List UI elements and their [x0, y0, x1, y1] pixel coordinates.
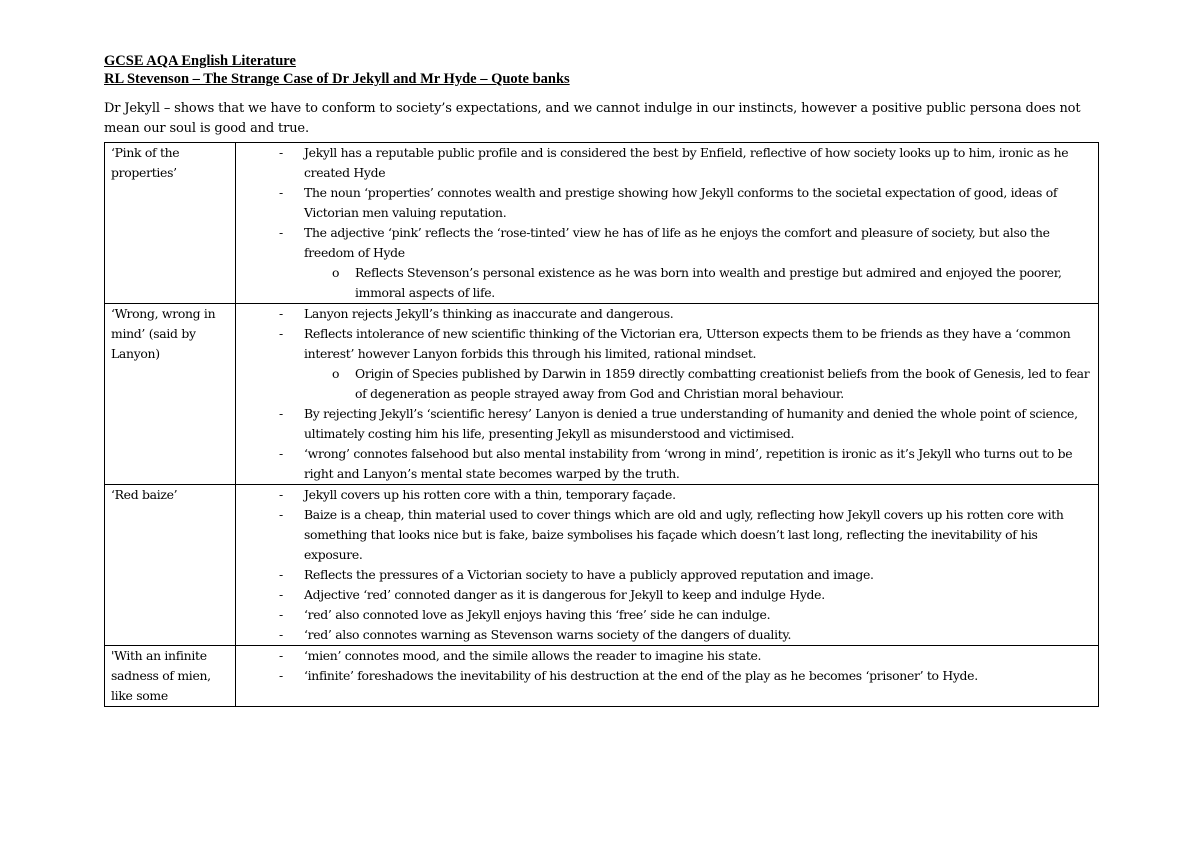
- sub-bullet-point: o Reflects Stevenson’s personal existence as he was born into wealth and prestige but admired and enjoyed the poorer, immoral aspects of life.: [116, 263, 1093, 303]
- document-title-line-1: GCSE AQA English Literature: [104, 53, 296, 69]
- analysis-cell: [236, 143, 1099, 304]
- quote-bank-table: [104, 142, 1099, 707]
- bullet-point: - ‘infinite’ foreshadows the inevitability of his destruction at the end of the play as he becomes ‘prisoner’ to Hyde.: [116, 666, 1093, 686]
- analysis-cell: [236, 485, 1099, 646]
- bullet-point: - Jekyll covers up his rotten core with a thin, temporary façade.: [116, 485, 1093, 505]
- bullet-point: - ‘mien’ connotes mood, and the simile allows the reader to imagine his state.: [116, 646, 1093, 666]
- analysis-cell: [236, 646, 1099, 707]
- bullet-point: - Baize is a cheap, thin material used to cover things which are old and ugly, reflecting how Jekyll covers up his rotten core with something that looks nice but is fake, baize symbolises his façade which doesn’t last long, reflecting the inevitability of his exposure.: [116, 505, 1093, 565]
- bullet-point: - Reflects the pressures of a Victorian society to have a publicly approved reputation and image.: [116, 565, 1093, 585]
- quote-cell: ‘Wrong, wrong in mind’ (said by Lanyon): [105, 304, 236, 485]
- bullet-point: - ‘red’ also connoted love as Jekyll enjoys having this ‘free’ side he can indulge.: [116, 605, 1093, 625]
- bullet-point: - The noun ‘properties’ connotes wealth and prestige showing how Jekyll conforms to the societal expectation of good, ideas of Victorian men valuing reputation.: [116, 183, 1093, 223]
- document-title-line-2: RL Stevenson – The Strange Case of Dr Jekyll and Mr Hyde – Quote banks: [104, 71, 570, 87]
- table-row: [105, 304, 1099, 485]
- bullet-point: - By rejecting Jekyll’s ‘scientific heresy’ Lanyon is denied a true understanding of humanity and denied the whole point of science, ultimately costing him his life, presenting Jekyll as misunderstood and victimised.: [116, 404, 1093, 444]
- bullet-point: - The adjective ‘pink’ reflects the ‘rose-tinted’ view he has of life as he enjoys the comfort and pleasure of society, but also the freedom of Hyde: [116, 223, 1093, 263]
- bullet-point: - ‘red’ also connotes warning as Stevenson warns society of the dangers of duality.: [116, 625, 1093, 645]
- bullet-point: - Jekyll has a reputable public profile and is considered the best by Enfield, reflective of how society looks up to him, ironic as he created Hyde: [116, 143, 1093, 183]
- bullet-point: - ‘wrong’ connotes falsehood but also mental instability from ‘wrong in mind’, repetition is ironic as it’s Jekyll who turns out to be right and Lanyon’s mental state becomes warped by the truth.: [116, 444, 1093, 484]
- quote-cell: 'With an infinite sadness of mien, like some: [105, 646, 236, 707]
- table-row: [105, 143, 1099, 304]
- quote-cell: ‘Red baize’: [105, 485, 236, 646]
- table-row: [105, 646, 1099, 707]
- bullet-point: - Adjective ‘red’ connoted danger as it is dangerous for Jekyll to keep and indulge Hyde.: [116, 585, 1093, 605]
- quote-cell: ‘Pink of the properties’: [105, 143, 236, 304]
- analysis-cell: [236, 304, 1099, 485]
- document-page: [104, 52, 1099, 707]
- sub-bullet-point: o Origin of Species published by Darwin in 1859 directly combatting creationist beliefs from the book of Genesis, led to fear of degeneration as people strayed away from God and Christian moral behaviour.: [116, 364, 1093, 404]
- bullet-point: - Reflects intolerance of new scientific thinking of the Victorian era, Utterson expects them to be friends as they have a ‘common interest’ however Lanyon forbids this through his limited, rational mindset.: [116, 324, 1093, 364]
- bullet-point: - Lanyon rejects Jekyll’s thinking as inaccurate and dangerous.: [116, 304, 1093, 324]
- intro-paragraph: Dr Jekyll – shows that we have to conform to society’s expectations, and we cannot indulge in our instincts, however a positive public persona does not mean our soul is good and true.: [104, 101, 1081, 136]
- table-row: [105, 485, 1099, 646]
